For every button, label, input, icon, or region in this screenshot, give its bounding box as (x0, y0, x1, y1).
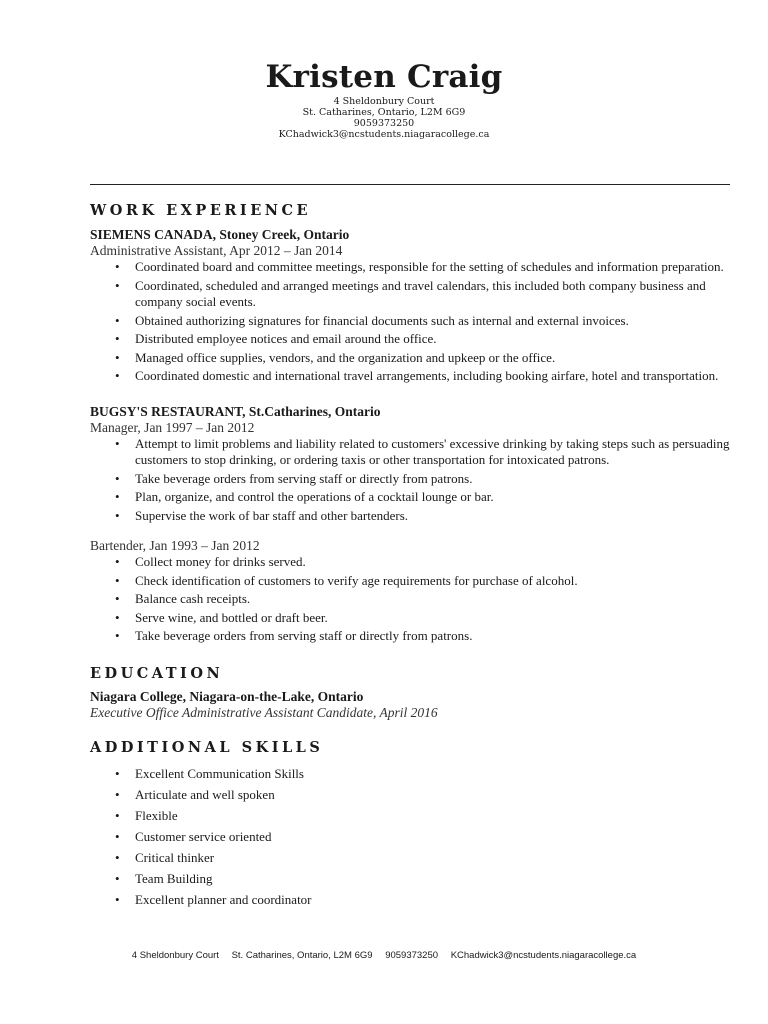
spacer (90, 387, 730, 399)
address-line-2: St. Catharines, Ontario, L2M 6G9 (302, 107, 466, 118)
list-item: • Supervise the work of bar staff and other bartenders. (135, 508, 730, 525)
degree-program: Executive Office Administrative Assistant Candidate, April 2016 (90, 704, 438, 720)
resume-body (90, 200, 730, 912)
footer-address-1: 4 Sheldonbury Court (131, 950, 219, 961)
list-item: • Customer service oriented (135, 828, 730, 845)
list-item: • Distributed employee notices and email around the office. (135, 331, 730, 348)
list-item: • Team Building (135, 870, 730, 887)
employer-name: SIEMENS CANADA, Stoney Creek, Ontario (90, 227, 350, 242)
list-item: • Check identification of customers to verify age requirements for purchase of alcohol. (135, 573, 730, 590)
list-item: • Attempt to limit problems and liability related to customers' excessive drinking by taking steps such as persuading customers to stop drinking, or ordering taxis or other transportation for intoxicated patrons. (135, 436, 730, 469)
spacer (90, 647, 730, 663)
spacer (90, 721, 730, 737)
list-item: • Managed office supplies, vendors, and the organization and upkeep or the office. (135, 350, 730, 367)
additional-skills-heading: ADDITIONAL SKILLS (90, 738, 324, 756)
employer-name: BUGSY'S RESTAURANT, St.Catharines, Ontario (90, 403, 381, 419)
education-heading: EDUCATION (90, 664, 224, 682)
school-name: Niagara College, Niagara-on-the-Lake, Ontario (90, 688, 364, 704)
list-item: • Excellent Communication Skills (135, 765, 730, 782)
skills-list (90, 765, 730, 908)
footer-address-2: St. Catharines, Ontario, L2M 6G9 (231, 950, 373, 961)
list-item: • Flexible (135, 807, 730, 824)
list-item: • Obtained authorizing signatures for financial documents such as internal and external invoices. (135, 313, 730, 330)
work-experience-heading: WORK EXPERIENCE (90, 202, 312, 219)
job-role: Bartender, Jan 1993 – Jan 2012 (90, 538, 260, 553)
job-bugsys-bartender (90, 538, 730, 645)
header-divider (90, 184, 730, 185)
list-item: • Collect money for drinks served. (135, 554, 730, 571)
address-line-1: 4 Sheldonbury Court (333, 96, 435, 107)
list-item: • Critical thinker (135, 849, 730, 866)
list-item: • Coordinated domestic and international travel arrangements, including booking airfare, hotel and transportation. (135, 368, 730, 385)
list-item: • Serve wine, and bottled or draft beer. (135, 610, 730, 627)
list-item: • Coordinated, scheduled and arranged meetings and travel calendars, this included both company business and company social events. (135, 278, 730, 311)
email-address: KChadwick3@ncstudents.niagaracollege.ca (278, 129, 490, 140)
footer-email: KChadwick3@ncstudents.niagaracollege.ca (450, 950, 637, 961)
list-item: • Coordinated board and committee meetings, responsible for the setting of schedules and information preparation. (135, 259, 730, 276)
candidate-name: Kristen Craig (265, 59, 503, 95)
list-item: • Take beverage orders from serving staff or directly from patrons. (135, 471, 730, 488)
phone-number: 9059373250 (353, 118, 415, 129)
page-footer (0, 950, 768, 961)
list-item: • Balance cash receipts. (135, 591, 730, 608)
job-bugsys-manager (90, 404, 730, 525)
job-duties-list (90, 554, 730, 645)
footer-phone: 9059373250 (385, 950, 439, 961)
spacer (90, 526, 730, 538)
list-item: • Take beverage orders from serving staff or directly from patrons. (135, 628, 730, 645)
list-item: • Excellent planner and coordinator (135, 891, 730, 908)
job-duties-list (90, 436, 730, 525)
list-item: • Plan, organize, and control the operations of a cocktail lounge or bar. (135, 489, 730, 506)
list-item: • Articulate and well spoken (135, 786, 730, 803)
job-duties-list (90, 259, 730, 385)
resume-header (0, 58, 768, 140)
job-role: Manager, Jan 1997 – Jan 2012 (90, 419, 255, 435)
job-role: Administrative Assistant, Apr 2012 – Jan 2014 (90, 243, 343, 258)
job-siemens (90, 227, 730, 385)
